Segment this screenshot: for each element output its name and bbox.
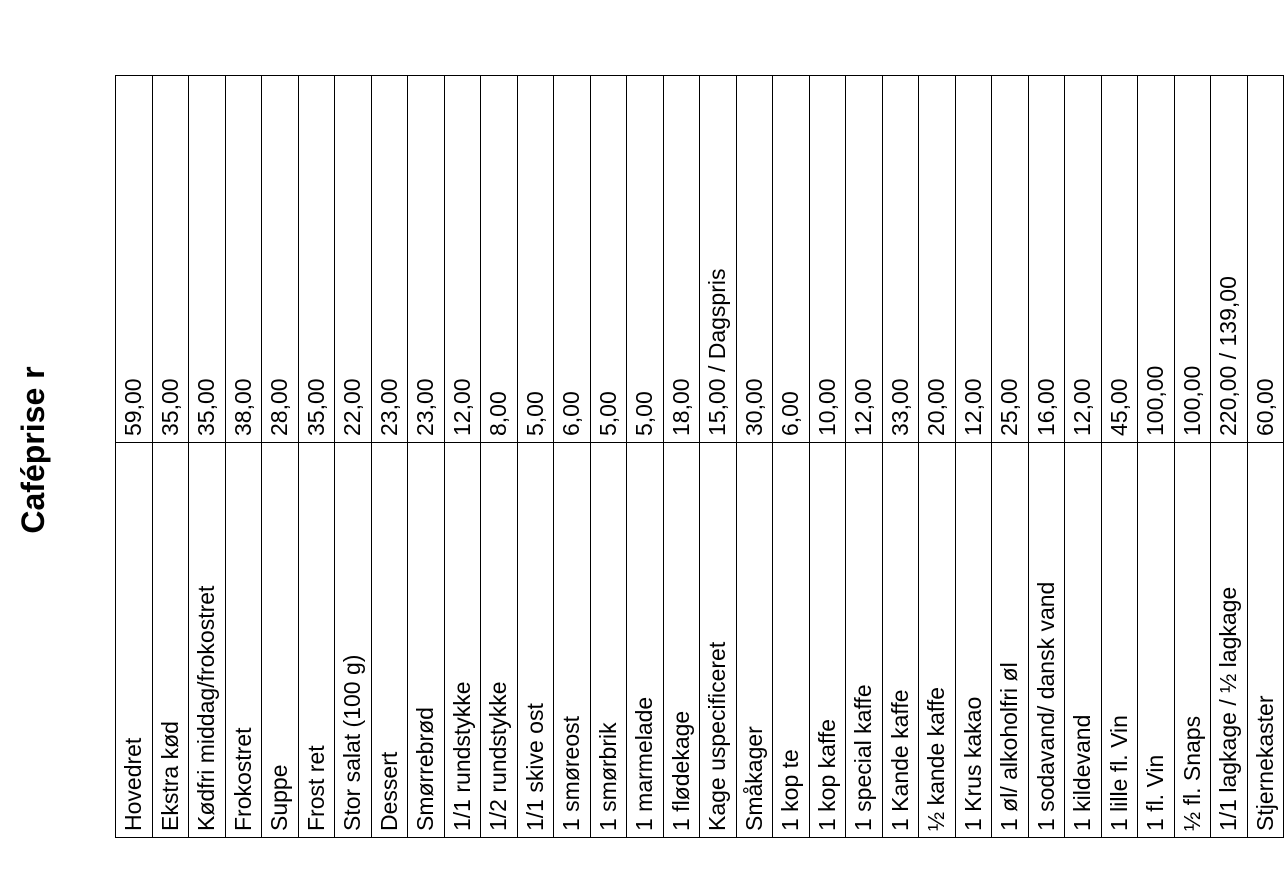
item-name-cell: 1 sodavand/ dansk vand bbox=[1028, 443, 1065, 838]
item-name-cell: 1 Kande kaffe bbox=[882, 443, 919, 838]
item-name-cell: Stor salat (100 g) bbox=[335, 443, 372, 838]
price-cell: 18,00 bbox=[663, 76, 700, 443]
price-cell: 220,00 / 139,00 bbox=[1211, 76, 1248, 443]
table-row bbox=[1247, 76, 1284, 838]
price-cell: 35,00 bbox=[298, 76, 335, 443]
table-row bbox=[919, 76, 956, 838]
item-name-cell: Kødfri middag/frokostret bbox=[189, 443, 226, 838]
table-row bbox=[1211, 76, 1248, 838]
price-cell: 100,00 bbox=[1174, 76, 1211, 443]
table-row bbox=[955, 76, 992, 838]
table-row bbox=[809, 76, 846, 838]
table-row bbox=[444, 76, 481, 838]
table-row bbox=[189, 76, 226, 838]
table-row bbox=[517, 76, 554, 838]
table-row bbox=[481, 76, 518, 838]
table-row bbox=[627, 76, 664, 838]
price-cell: 12,00 bbox=[1065, 76, 1102, 443]
price-cell: 59,00 bbox=[116, 76, 153, 443]
table-row bbox=[335, 76, 372, 838]
table-row bbox=[700, 76, 737, 838]
item-name-cell: Stjernekaster bbox=[1247, 443, 1284, 838]
item-name-cell: Suppe bbox=[262, 443, 299, 838]
table-row bbox=[408, 76, 445, 838]
table-row bbox=[262, 76, 299, 838]
price-cell: 6,00 bbox=[554, 76, 591, 443]
price-table-wrapper bbox=[115, 76, 1278, 838]
price-cell: 10,00 bbox=[809, 76, 846, 443]
table-row bbox=[1065, 76, 1102, 838]
price-cell: 8,00 bbox=[481, 76, 518, 443]
table-row bbox=[371, 76, 408, 838]
price-cell: 5,00 bbox=[590, 76, 627, 443]
item-name-cell: 1 kop te bbox=[773, 443, 810, 838]
item-name-cell: 1/1 lagkage / ½ lagkage bbox=[1211, 443, 1248, 838]
item-name-cell: Frokostret bbox=[225, 443, 262, 838]
price-cell: 12,00 bbox=[955, 76, 992, 443]
item-name-cell: 1 fl. Vin bbox=[1138, 443, 1175, 838]
item-name-cell: 1 Krus kakao bbox=[955, 443, 992, 838]
table-row bbox=[663, 76, 700, 838]
table-row bbox=[116, 76, 153, 838]
price-table bbox=[115, 75, 1284, 838]
item-name-cell: 1 kop kaffe bbox=[809, 443, 846, 838]
item-name-cell: 1 special kaffe bbox=[846, 443, 883, 838]
price-cell: 16,00 bbox=[1028, 76, 1065, 443]
price-table-body bbox=[116, 76, 1284, 838]
table-row bbox=[590, 76, 627, 838]
price-cell: 22,00 bbox=[335, 76, 372, 443]
item-name-cell: Småkager bbox=[736, 443, 773, 838]
price-cell: 23,00 bbox=[371, 76, 408, 443]
table-row bbox=[1174, 76, 1211, 838]
price-cell: 45,00 bbox=[1101, 76, 1138, 443]
price-cell: 30,00 bbox=[736, 76, 773, 443]
table-row bbox=[1101, 76, 1138, 838]
item-name-cell: 1/1 rundstykke bbox=[444, 443, 481, 838]
item-name-cell: Hovedret bbox=[116, 443, 153, 838]
page-title: Caféprise r bbox=[15, 366, 51, 534]
table-row bbox=[554, 76, 591, 838]
price-cell: 5,00 bbox=[627, 76, 664, 443]
item-name-cell: Dessert bbox=[371, 443, 408, 838]
price-cell: 5,00 bbox=[517, 76, 554, 443]
item-name-cell: Frost ret bbox=[298, 443, 335, 838]
price-cell: 15,00 / Dagspris bbox=[700, 76, 737, 443]
item-name-cell: Smørrebrød bbox=[408, 443, 445, 838]
table-row bbox=[152, 76, 189, 838]
table-row bbox=[846, 76, 883, 838]
price-cell: 25,00 bbox=[992, 76, 1029, 443]
item-name-cell: 1 flødekage bbox=[663, 443, 700, 838]
price-cell: 28,00 bbox=[262, 76, 299, 443]
item-name-cell: 1 lille fl. Vin bbox=[1101, 443, 1138, 838]
price-cell: 100,00 bbox=[1138, 76, 1175, 443]
table-row bbox=[1028, 76, 1065, 838]
table-row bbox=[992, 76, 1029, 838]
price-cell: 6,00 bbox=[773, 76, 810, 443]
price-cell: 35,00 bbox=[189, 76, 226, 443]
item-name-cell: Ekstra kød bbox=[152, 443, 189, 838]
item-name-cell: 1 kildevand bbox=[1065, 443, 1102, 838]
item-name-cell: ½ kande kaffe bbox=[919, 443, 956, 838]
price-cell: 12,00 bbox=[444, 76, 481, 443]
price-cell: 35,00 bbox=[152, 76, 189, 443]
item-name-cell: 1/1 skive ost bbox=[517, 443, 554, 838]
table-row bbox=[773, 76, 810, 838]
price-cell: 60,00 bbox=[1247, 76, 1284, 443]
item-name-cell: 1 marmelade bbox=[627, 443, 664, 838]
price-cell: 23,00 bbox=[408, 76, 445, 443]
table-row bbox=[298, 76, 335, 838]
item-name-cell: Kage uspecificeret bbox=[700, 443, 737, 838]
item-name-cell: 1 øl/ alkoholfri øl bbox=[992, 443, 1029, 838]
item-name-cell: 1 smørbrik bbox=[590, 443, 627, 838]
price-cell: 38,00 bbox=[225, 76, 262, 443]
table-row bbox=[225, 76, 262, 838]
price-cell: 20,00 bbox=[919, 76, 956, 443]
price-cell: 12,00 bbox=[846, 76, 883, 443]
table-row bbox=[882, 76, 919, 838]
item-name-cell: ½ fl. Snaps bbox=[1174, 443, 1211, 838]
item-name-cell: 1/2 rundstykke bbox=[481, 443, 518, 838]
price-cell: 33,00 bbox=[882, 76, 919, 443]
item-name-cell: 1 smøreost bbox=[554, 443, 591, 838]
table-row bbox=[1138, 76, 1175, 838]
table-row bbox=[736, 76, 773, 838]
